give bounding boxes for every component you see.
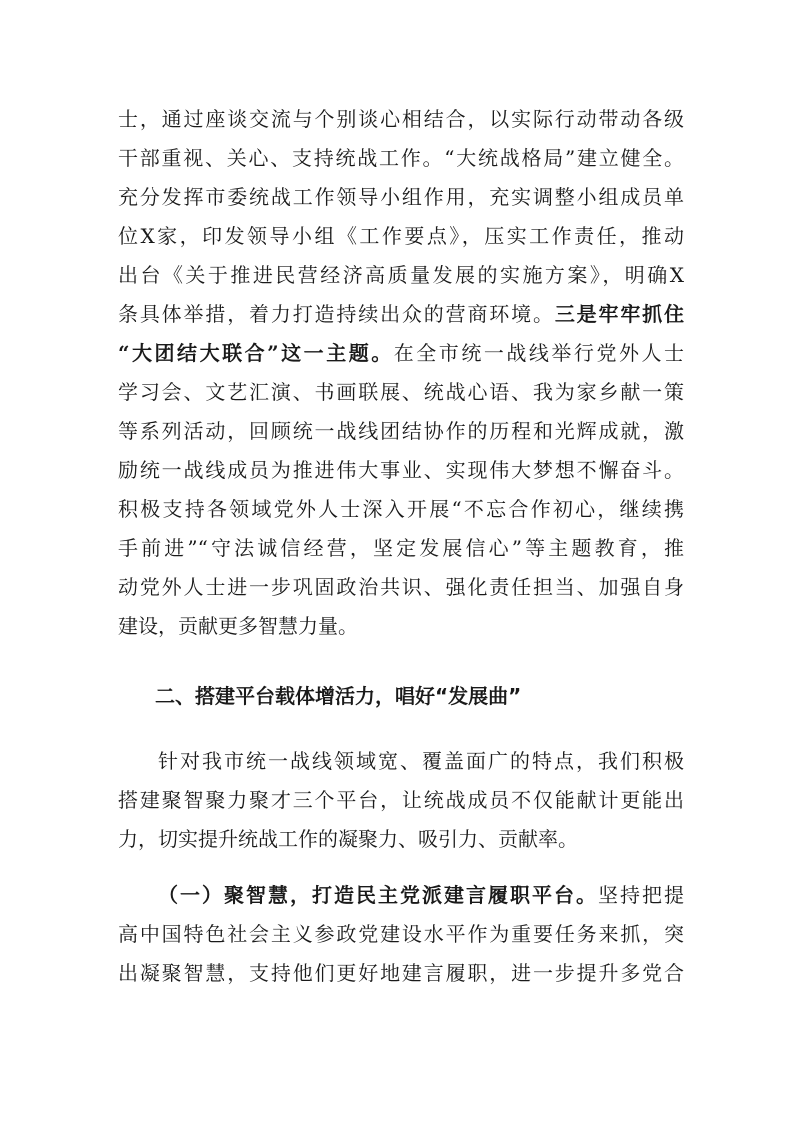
paragraph-line: 励统一战线成员为推进伟大事业、实现伟大梦想不懈奋斗。	[118, 458, 684, 482]
paragraph-text: 在全市统一战线举行党外人士	[393, 341, 684, 365]
paragraph-line: 力，切实提升统战工作的凝聚力、吸引力、贡献率。	[118, 827, 578, 851]
paragraph-line: 高中国特色社会主义参政党建设水平作为重要任务来抓，突	[118, 922, 684, 946]
paragraph-line: 学习会、文艺汇演、书画联展、统战心语、我为家乡献一策	[118, 380, 684, 404]
paragraph-line	[158, 876, 684, 914]
paragraph-line: 位X家，印发领导小组《工作要点》，压实工作责任，推动	[118, 224, 684, 248]
paragraph-line: 手前进”“守法诚信经营，坚定发展信心”等主题教育，推	[118, 536, 684, 560]
paragraph-line: 搭建聚智聚力聚才三个平台，让统战成员不仅能献计更能出	[118, 788, 684, 812]
section-heading: 二、搭建平台载体增活力，唱好“发展曲”	[155, 684, 522, 708]
bold-lead-text: 三是牢牢抓住	[554, 302, 684, 326]
paragraph-line: 士，通过座谈交流与个别谈心相结合，以实际行动带动各级	[118, 107, 684, 131]
paragraph-line: 出台《关于推进民营经济高质量发展的实施方案》，明确X	[118, 263, 684, 287]
paragraph-line: 干部重视、关心、支持统战工作。“大统战格局”建立健全。	[118, 146, 684, 170]
paragraph-line	[118, 295, 684, 333]
paragraph-line: 动党外人士进一步巩固政治共识、强化责任担当、加强自身	[118, 575, 684, 599]
bold-lead-text: “大团结大联合”这一主题。	[118, 341, 394, 365]
subsection-heading: （一）聚智慧，打造民主党派建言履职平台。	[158, 883, 598, 907]
paragraph-text: 坚持把提	[598, 883, 684, 907]
paragraph-text: 条具体举措，着力打造持续出众的营商环境。	[118, 302, 555, 326]
paragraph-line: 出凝聚智慧，支持他们更好地建言履职，进一步提升多党合	[118, 961, 684, 985]
paragraph-line: 建设，贡献更多智慧力量。	[118, 614, 358, 638]
paragraph-line	[118, 334, 684, 372]
paragraph-line: 针对我市统一战线领域宽、覆盖面广的特点，我们积极	[158, 749, 684, 773]
paragraph-line: 积极支持各领域党外人士深入开展“不忘合作初心，继续携	[118, 497, 684, 521]
paragraph-line: 等系列活动，回顾统一战线团结协作的历程和光辉成就，激	[118, 419, 684, 443]
paragraph-line: 充分发挥市委统战工作领导小组作用，充实调整小组成员单	[118, 185, 684, 209]
